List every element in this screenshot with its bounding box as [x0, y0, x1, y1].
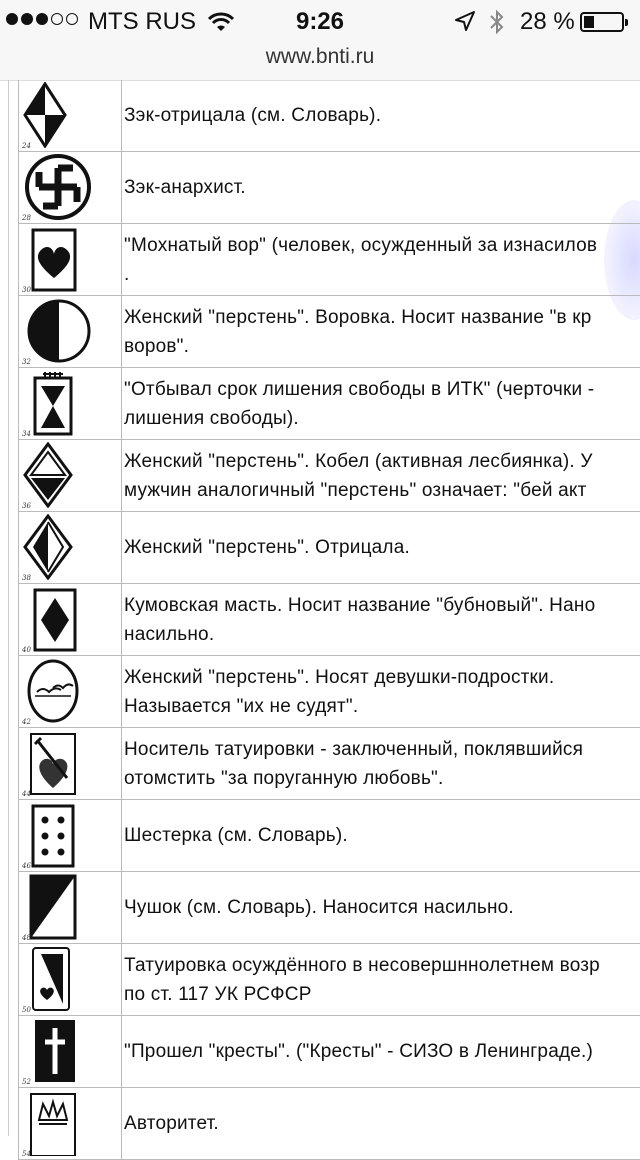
url-text: www.bnti.ru: [265, 45, 375, 68]
figure-number: 34: [22, 430, 31, 438]
carrier-name: MTS RUS: [88, 8, 196, 35]
bluetooth-icon: [488, 9, 506, 35]
location-arrow-icon: [454, 10, 476, 32]
battery-icon: [580, 12, 624, 32]
figure-number: 32: [22, 358, 31, 366]
figure-number: 28: [22, 214, 31, 222]
table-row: [18, 656, 640, 728]
table-row: [18, 584, 640, 656]
row-description: "Прошел "кресты". ("Кресты" - СИЗО в Ленинграде.): [124, 1041, 594, 1062]
row-description: Татуировка осуждённого в несовершннолетнем возр по ст. 117 УК РСФСР: [124, 954, 600, 1005]
heart-square-icon: [18, 224, 122, 295]
row-description: Женский "перстень". Воровка. Носит название "в кр воров".: [124, 306, 592, 357]
figure-number: 48: [22, 934, 31, 942]
row-description: Женский "перстень". Носят девушки-подростки. Называется "их не судят".: [124, 666, 555, 717]
figure-number: 46: [22, 862, 31, 870]
table-row: [18, 224, 640, 296]
status-bar: [0, 0, 640, 42]
hourglass-square-icon: [18, 368, 122, 439]
row-description: Женский "перстень". Кобел (активная лесбиянка). У мужчин аналогичный "перстень" означает: "бей акт: [124, 450, 593, 501]
table-row: [18, 368, 640, 440]
row-description: "Мохнатый вор" (человек, осужденный за изнасилов .: [124, 234, 598, 285]
figure-number: 50: [22, 1006, 31, 1014]
diamond-bottom-icon: [18, 440, 122, 511]
swastika-circle-icon: [18, 152, 122, 223]
half-circle-icon: [18, 296, 122, 367]
row-description: Чушок (см. Словарь). Наносится насильно.: [124, 897, 514, 918]
url-bar[interactable]: [0, 42, 640, 81]
row-description: Зэк-анархист.: [124, 177, 246, 198]
six-dots-card-icon: [18, 800, 122, 871]
crown-card-icon: [18, 1088, 122, 1159]
table-row: [18, 440, 640, 512]
figure-number: 30: [22, 286, 31, 294]
row-description: Шестерка (см. Словарь).: [124, 825, 348, 846]
figure-number: 54: [22, 1150, 31, 1158]
figure-number: 52: [22, 1078, 31, 1086]
table-row: [18, 152, 640, 224]
diamond-card-icon: [18, 584, 122, 655]
table-row: [18, 1016, 640, 1088]
battery-percent: 28 %: [520, 8, 575, 35]
row-description: Носитель татуировки - заключенный, поклявшийся отомстить "за поруганную любовь".: [124, 738, 584, 789]
figure-number: 24: [22, 142, 31, 150]
clock: 9:26: [295, 8, 345, 35]
table-row: [18, 512, 640, 584]
table-row: [18, 872, 640, 944]
diamond-vertical-half-icon: [18, 512, 122, 583]
heart-card-icon: [18, 944, 122, 1015]
table-row: [18, 296, 640, 368]
row-description: "Отбывал срок лишения свободы в ИТК" (черточки - лишения свободы).: [124, 378, 595, 429]
cross-card-icon: [18, 1016, 122, 1087]
figure-number: 44: [22, 790, 31, 798]
table-row: [18, 728, 640, 800]
seagulls-oval-icon: [18, 656, 122, 727]
table-row: [18, 944, 640, 1016]
row-description: Зэк-отрицала (см. Словарь).: [124, 105, 382, 126]
figure-number: 40: [22, 646, 31, 654]
figure-number: 38: [22, 574, 31, 582]
table-row: [18, 1088, 640, 1160]
figure-number: 36: [22, 502, 31, 510]
row-description: Женский "перстень". Отрицала.: [124, 537, 410, 558]
figure-number: 42: [22, 718, 31, 726]
table-row: [18, 800, 640, 872]
tattoo-table: [18, 80, 640, 1160]
row-description: Кумовская масть. Носит название "бубновый". Нано насильно.: [124, 594, 596, 645]
dagger-heart-icon: [18, 728, 122, 799]
diagonal-card-icon: [18, 872, 122, 943]
diamond-half-icon: [18, 80, 122, 151]
table-row: [18, 80, 640, 152]
page-edge: [8, 80, 9, 1136]
row-description: Авторитет.: [124, 1113, 219, 1134]
